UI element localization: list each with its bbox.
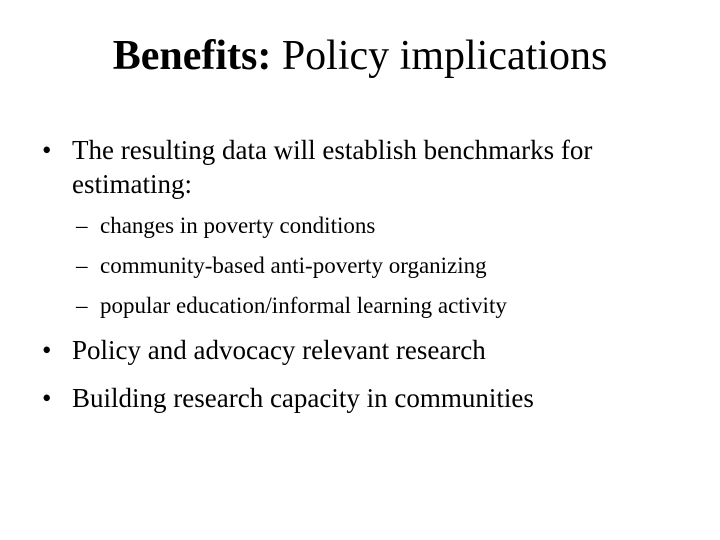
bullet-text: The resulting data will establish benchmarks for estimating:	[72, 135, 593, 199]
title-bold-part: Benefits:	[112, 33, 272, 79]
sub-bullet-item	[42, 251, 702, 280]
bullet-text: Policy and advocacy relevant research	[72, 335, 486, 365]
sub-bullet-item	[42, 291, 702, 320]
sub-bullet-text: changes in poverty conditions	[100, 213, 376, 238]
title-rest-part: Policy implications	[271, 33, 608, 79]
sub-bullet-list	[42, 211, 702, 320]
bullet-dot-icon: •	[42, 383, 52, 413]
slide-body	[42, 133, 702, 415]
dash-icon: –	[76, 253, 88, 278]
sub-bullet-text: community-based anti-poverty organizing	[100, 253, 487, 278]
bullet-dot-icon: •	[42, 135, 52, 165]
bullet-item	[42, 133, 702, 201]
bullet-item	[42, 381, 702, 415]
dash-icon: –	[76, 213, 88, 238]
bullet-text: Building research capacity in communities	[72, 383, 534, 413]
slide-title	[0, 28, 720, 84]
bullet-item	[42, 333, 702, 367]
sub-bullet-item	[42, 211, 702, 240]
sub-bullet-text: popular education/informal learning activity	[100, 293, 507, 318]
dash-icon: –	[76, 293, 88, 318]
bullet-dot-icon: •	[42, 335, 52, 365]
